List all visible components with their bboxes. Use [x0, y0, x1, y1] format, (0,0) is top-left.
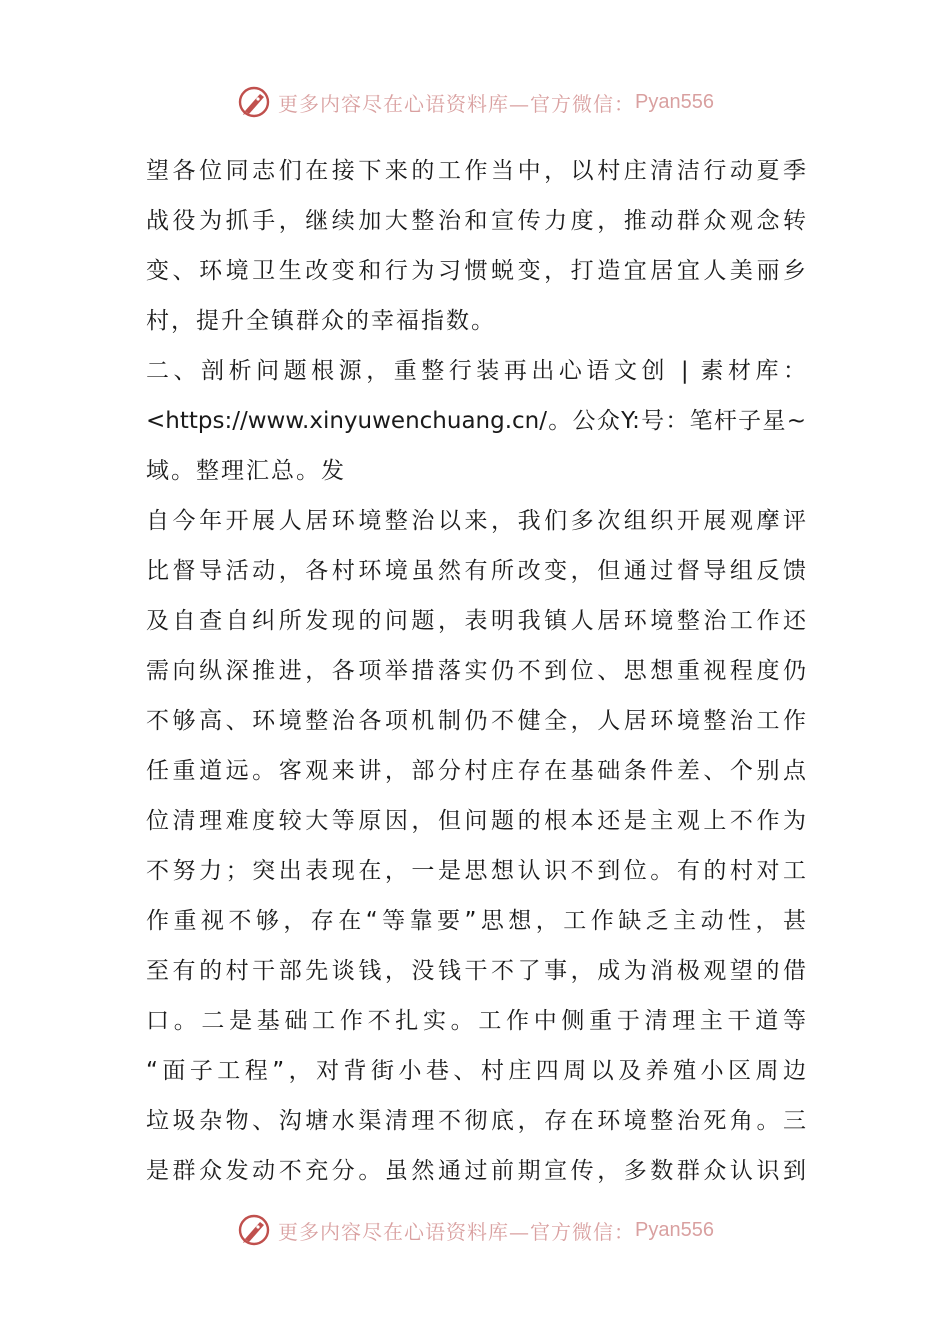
body-line: 任重道远。客观来讲，部分村庄存在基础条件差、个别点 [146, 758, 806, 784]
watermark-text: 更多内容尽在心语资料库—官方微信： [278, 1219, 636, 1244]
body-line: 需向纵深推进，各项举措落实仍不到位、思想重视程度仍 [146, 658, 806, 684]
body-line: 不够高、环境整治各项机制仍不健全，人居环境整治工作 [146, 708, 806, 734]
body-line: “面子工程”，对背街小巷、村庄四周以及养殖小区周边 [146, 1058, 806, 1084]
body-line: 作重视不够，存在“等靠要”思想，工作缺乏主动性，甚 [146, 908, 806, 934]
header-watermark [0, 82, 950, 122]
body-line: 域。整理汇总。发 [146, 458, 346, 484]
body-line: 自今年开展人居环境整治以来，我们多次组织开展观摩评 [146, 508, 806, 534]
body-line: 战役为抓手，继续加大整治和宣传力度，推动群众观念转 [146, 208, 806, 234]
body-line: 至有的村干部先谈钱，没钱干不了事，成为消极观望的借 [146, 958, 806, 984]
body-line: 村，提升全镇群众的幸福指数。 [146, 308, 496, 334]
body-line: 口。二是基础工作不扎实。工作中侧重于清理主干道等 [146, 1008, 806, 1034]
document-body [146, 146, 806, 1196]
footer-watermark [0, 1210, 950, 1250]
watermark-text: 更多内容尽在心语资料库—官方微信： [278, 91, 636, 116]
watermark-wechat-id: Pyan556 [635, 1218, 714, 1241]
body-line: 位清理难度较大等原因，但问题的根本还是主观上不作为 [146, 808, 806, 834]
body-line: 不努力；突出表现在，一是思想认识不到位。有的村对工 [146, 858, 806, 884]
body-line: 变、环境卫生改变和行为习惯蜕变，打造宜居宜人美丽乡 [146, 258, 806, 284]
body-line: 比督导活动，各村环境虽然有所改变，但通过督导组反馈 [146, 558, 806, 584]
body-line: 垃圾杂物、沟塘水渠清理不彻底，存在环境整治死角。三 [146, 1108, 806, 1134]
pen-nib-logo-icon [236, 84, 272, 120]
body-line-link: <https://www.xinyuwenchuang.cn/。公众Y:号：笔杆子星~ [146, 408, 806, 434]
body-line: 是群众发动不充分。虽然通过前期宣传，多数群众认识到 [146, 1158, 806, 1184]
section-heading: 二、剖析问题根源，重整行装再出心语文创 | 素材库： [146, 358, 806, 384]
body-line: 望各位同志们在接下来的工作当中，以村庄清洁行动夏季 [146, 158, 806, 184]
watermark-wechat-id: Pyan556 [635, 90, 714, 113]
body-line: 及自查自纠所发现的问题，表明我镇人居环境整治工作还 [146, 608, 806, 634]
pen-nib-logo-icon [236, 1212, 272, 1248]
